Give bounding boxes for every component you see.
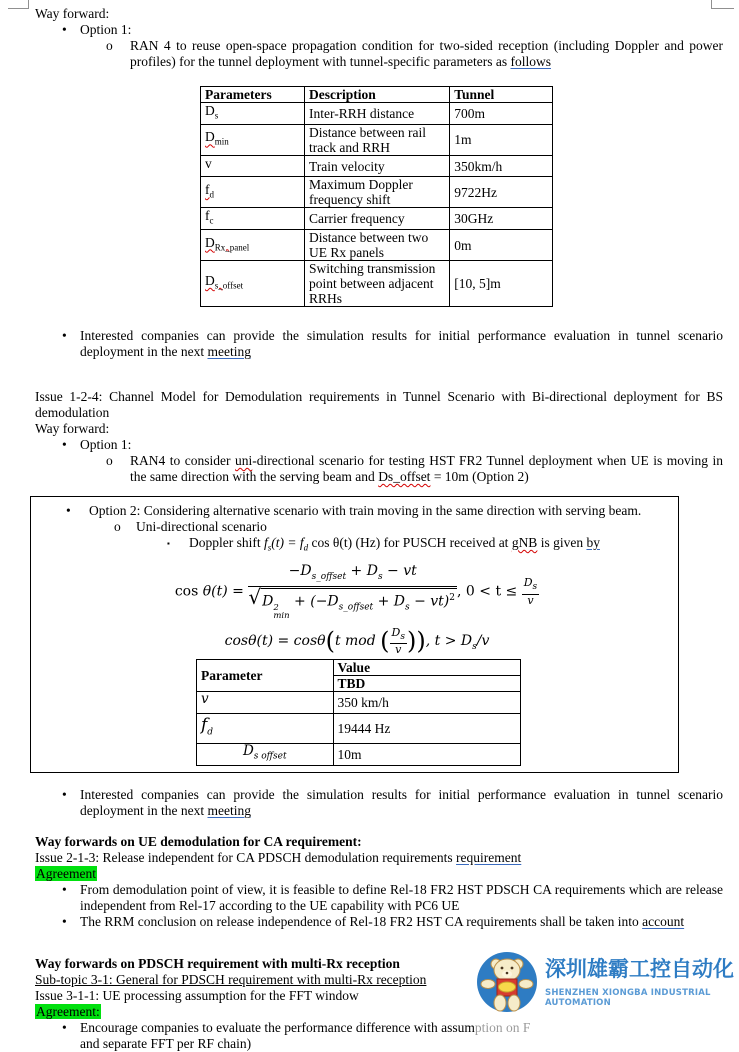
logo-company-name-cn: 深圳雄霸工控自动化 [545, 957, 734, 981]
table-row [197, 692, 521, 714]
uni-directional-bullet [36, 519, 678, 535]
f2-paren: ( [380, 627, 390, 656]
value-cell: 10m [333, 744, 520, 766]
misspelled-uni: uni [235, 453, 253, 469]
subtopic-3-1-line: Sub-topic 3-1: General for PDSCH requirement with multi-Rx reception [35, 972, 427, 988]
inserted-word-follows[interactable]: follows [510, 54, 551, 69]
value-cell: 30GHz [450, 208, 553, 230]
option2-bullet [36, 503, 678, 519]
bullet-dot-icon: • [62, 1020, 67, 1036]
col-header-parameter: Parameter [197, 660, 334, 692]
misspelled-gnb: gNB [511, 535, 538, 551]
issue-2-1-3-line [35, 850, 723, 866]
issue-3-1-1-line: Issue 3-1-1: UE processing assumption for the FFT window [35, 988, 359, 1004]
ran4-consider-text-3: = 10m (Option 2) [430, 469, 529, 485]
agreement-line-1 [35, 866, 723, 882]
f2-condition-2: /v [476, 633, 490, 650]
bullet-dot-icon: • [62, 787, 67, 803]
col-header-description: Description [305, 87, 450, 103]
ca-agreement-bullet-1 [35, 882, 723, 914]
param-cell: $D_s$ [201, 103, 305, 125]
math-eq: (t) = [271, 535, 300, 551]
inserted-word-meeting-2[interactable]: meeting [207, 803, 251, 819]
ca-requirement-heading: Way forwards on UE demodulation for CA requirement: [35, 834, 362, 850]
ran4-consider-text-2: -directional scenario for testing HST FR2 Tunnel deployment when UE is moving in the same direction with the serving beam and [130, 453, 723, 485]
way-forward-heading: Way forward: [35, 6, 110, 21]
doppler-text-3: is given [537, 535, 587, 551]
table-header-row [197, 660, 521, 676]
value-cell: 350 km/h [333, 692, 520, 714]
table-row [201, 261, 553, 307]
interested-companies-bullet-2 [35, 787, 723, 819]
ran4-consider-text: RAN4 to consider [130, 453, 235, 469]
bullet-circle-icon: o [106, 453, 113, 469]
math-fs: f [264, 535, 268, 551]
option1-bullet-2 [35, 437, 723, 453]
bullet-dot-icon: • [62, 22, 67, 37]
ca-bullet-1-text: From demodulation point of view, it is feasible to define Rel-18 FR2 HST PDSCH CA requirements which are release independent from Rel-17 according to the UE capability with PC6 UE [80, 882, 723, 914]
table-header-row [201, 87, 553, 103]
logo-company-name-en: SHENZHEN XIONGBA INDUSTRIAL AUTOMATION [545, 988, 711, 1008]
option2-text: Option 2: Considering alternative scenario with train moving in the same direction with serving beam. [89, 503, 642, 519]
document-page [35, 6, 723, 1052]
bullet-dot-icon: • [62, 328, 67, 344]
inserted-word-account[interactable]: account [642, 914, 685, 930]
desc-cell: Switching transmission point between adjacent RRHs [305, 261, 450, 307]
ran4-reuse-paragraph [35, 38, 723, 70]
param-cell: $D_{Rx\_panel}$ [201, 230, 305, 261]
desc-cell: Distance between rail track and RRH [305, 124, 450, 155]
ca-bullet-2-text: The RRM conclusion on release independence of Rel-18 FR2 HST CA requirements shall be taken into [80, 914, 643, 930]
param-cell: $f_d$ [201, 177, 305, 208]
param-cell: $D_{min}$ [201, 124, 305, 155]
doppler-text: Doppler shift [189, 535, 264, 551]
value-cell: 700m [450, 103, 553, 125]
param-cell: $f_c$ [201, 208, 305, 230]
inserted-word-meeting[interactable]: meeting [207, 344, 251, 360]
issue-1-2-4-title: Issue 1-2-4: Channel Model for Demodulation requirements in Tunnel Scenario with Bi-directional deployment for BS demodulation [35, 389, 723, 421]
math-fd: f [299, 535, 304, 551]
doppler-text-2: cos θ(t) (Hz) for PUSCH received at [308, 535, 512, 551]
agreement-highlight: Agreement [36, 866, 96, 882]
table-row [201, 155, 553, 177]
f1-cos: cos [174, 583, 203, 600]
bullet-dot-icon: • [62, 437, 67, 453]
table-row [201, 177, 553, 208]
option1-bullet [35, 22, 723, 38]
f2-condition: , t > D [425, 633, 473, 650]
f2-paren: ) [416, 627, 426, 656]
encourage-line-2: and separate FFT per RF chain) [80, 1036, 252, 1052]
bullet-circle-icon: o [106, 38, 113, 53]
interested-text: Interested companies can provide the simulation results for initial performance evaluation in tunnel scenario deployment in the next [80, 328, 723, 360]
f1-theta: θ(t) [202, 583, 228, 600]
misspelled-ds-offset: Ds_offset [378, 469, 431, 485]
col-header-tbd: TBD [333, 676, 520, 692]
agreement-highlight-2: Agreement: [36, 1004, 100, 1020]
inserted-word-by[interactable]: by [586, 535, 600, 551]
option1-label-2: Option 1: [80, 437, 132, 453]
value-cell: 1m [450, 124, 553, 155]
col-header-tunnel: Tunnel [450, 87, 553, 103]
f1-eq: = [227, 583, 249, 600]
desc-cell: Carrier frequency [305, 208, 450, 230]
logo-bear-icon [476, 951, 538, 1014]
obscured-text: ption on F [474, 1020, 531, 1036]
inserted-word-requirement[interactable]: requirement [456, 850, 522, 866]
param-cell: $D_{s offset}$ [197, 744, 334, 766]
f1-fraction: $-D_{s\_offset} + D_s$ − vt √ D 2 min + $(-D_{s\_offset} + D_s - vt)^2$ [248, 562, 456, 622]
table-row [201, 124, 553, 155]
way-forward-heading-2: Way forward: [35, 421, 110, 437]
param-cell: $f_d$ [197, 714, 334, 744]
f2-paren: ( [325, 627, 335, 656]
company-logo [476, 951, 739, 1014]
ca-agreement-bullet-2 [35, 914, 723, 930]
desc-cell: Inter-RRH distance [305, 103, 450, 125]
col-header-parameters: Parameters [201, 87, 305, 103]
table-row [197, 714, 521, 744]
f2-tmod: t mod [334, 633, 381, 650]
ran4-consider-paragraph [35, 453, 723, 485]
interested-companies-bullet [35, 328, 723, 360]
value-cell: 19444 Hz [333, 714, 520, 744]
f1-condition: , 0 < t ≤ [457, 583, 522, 600]
bullet-dot-icon: • [62, 914, 67, 930]
value-parameters-table [196, 659, 521, 766]
desc-cell: Train velocity [305, 155, 450, 177]
desc-cell: Maximum Doppler frequency shift [305, 177, 450, 208]
bullet-circle-icon: o [114, 519, 121, 535]
encourage-bullet [35, 1020, 723, 1052]
cos-theta-formula-2: cosθ(t) = cosθ(t mod ( $\frac{D_s}{v}$ )), $t > D_s/v$ [224, 626, 490, 657]
value-cell: 350km/h [450, 155, 553, 177]
uni-directional-text: Uni-directional scenario [136, 519, 267, 535]
bullet-dot-icon: • [66, 503, 71, 519]
param-cell: $D_{s\_offset}$ [201, 261, 305, 307]
tunnel-parameters-table [200, 86, 553, 307]
param-cell: v [201, 155, 305, 177]
encourage-line-1: Encourage companies to evaluate the performance difference with assumption on F [80, 1020, 531, 1036]
pdsch-multirx-heading: Way forwards on PDSCH requirement with multi-Rx reception [35, 956, 400, 972]
table-row [197, 744, 521, 766]
bullet-dot-icon: • [62, 882, 67, 898]
value-cell: 0m [450, 230, 553, 261]
value-cell: [10, 5]m [450, 261, 553, 307]
option1-label: Option 1: [80, 22, 132, 37]
issue-2-1-3-text: Issue 2-1-3: Release independent for CA PDSCH demodulation requirements [35, 850, 457, 866]
f1-ds-over-v: $\frac{D_s}{v}$ [523, 576, 538, 607]
interested-text-2: Interested companies can provide the simulation results for initial performance evaluation in tunnel scenario deployment in the next [80, 787, 723, 819]
option2-outlined-box [30, 496, 679, 773]
value-cell: 9722Hz [450, 177, 553, 208]
param-cell: v [197, 692, 334, 714]
table-row [201, 230, 553, 261]
f2-paren: ) [406, 627, 417, 656]
col-header-value: Value [333, 660, 520, 676]
bullet-square-icon: ▪ [167, 539, 170, 549]
table-row [201, 103, 553, 125]
table-row [201, 208, 553, 230]
doppler-shift-bullet: ▪ Doppler shift $f_s(t) = f_d$ cos θ(t) (Hz) for PUSCH received at gNB is given by [167, 535, 600, 553]
desc-cell: Distance between two UE Rx panels [305, 230, 450, 261]
page-corner-mark-left [8, 0, 29, 9]
ran4-reuse-text: RAN 4 to reuse open-space propagation condition for two-sided reception (including Doppler and power profiles) for the tunnel deployment with tunnel-specific parameters as [130, 38, 723, 69]
cos-theta-formula-1 [36, 563, 678, 620]
f2-ds-over-v: $\frac{D_s}{v}$ [391, 626, 405, 657]
f2-lhs: cosθ(t) = cosθ [224, 633, 326, 650]
